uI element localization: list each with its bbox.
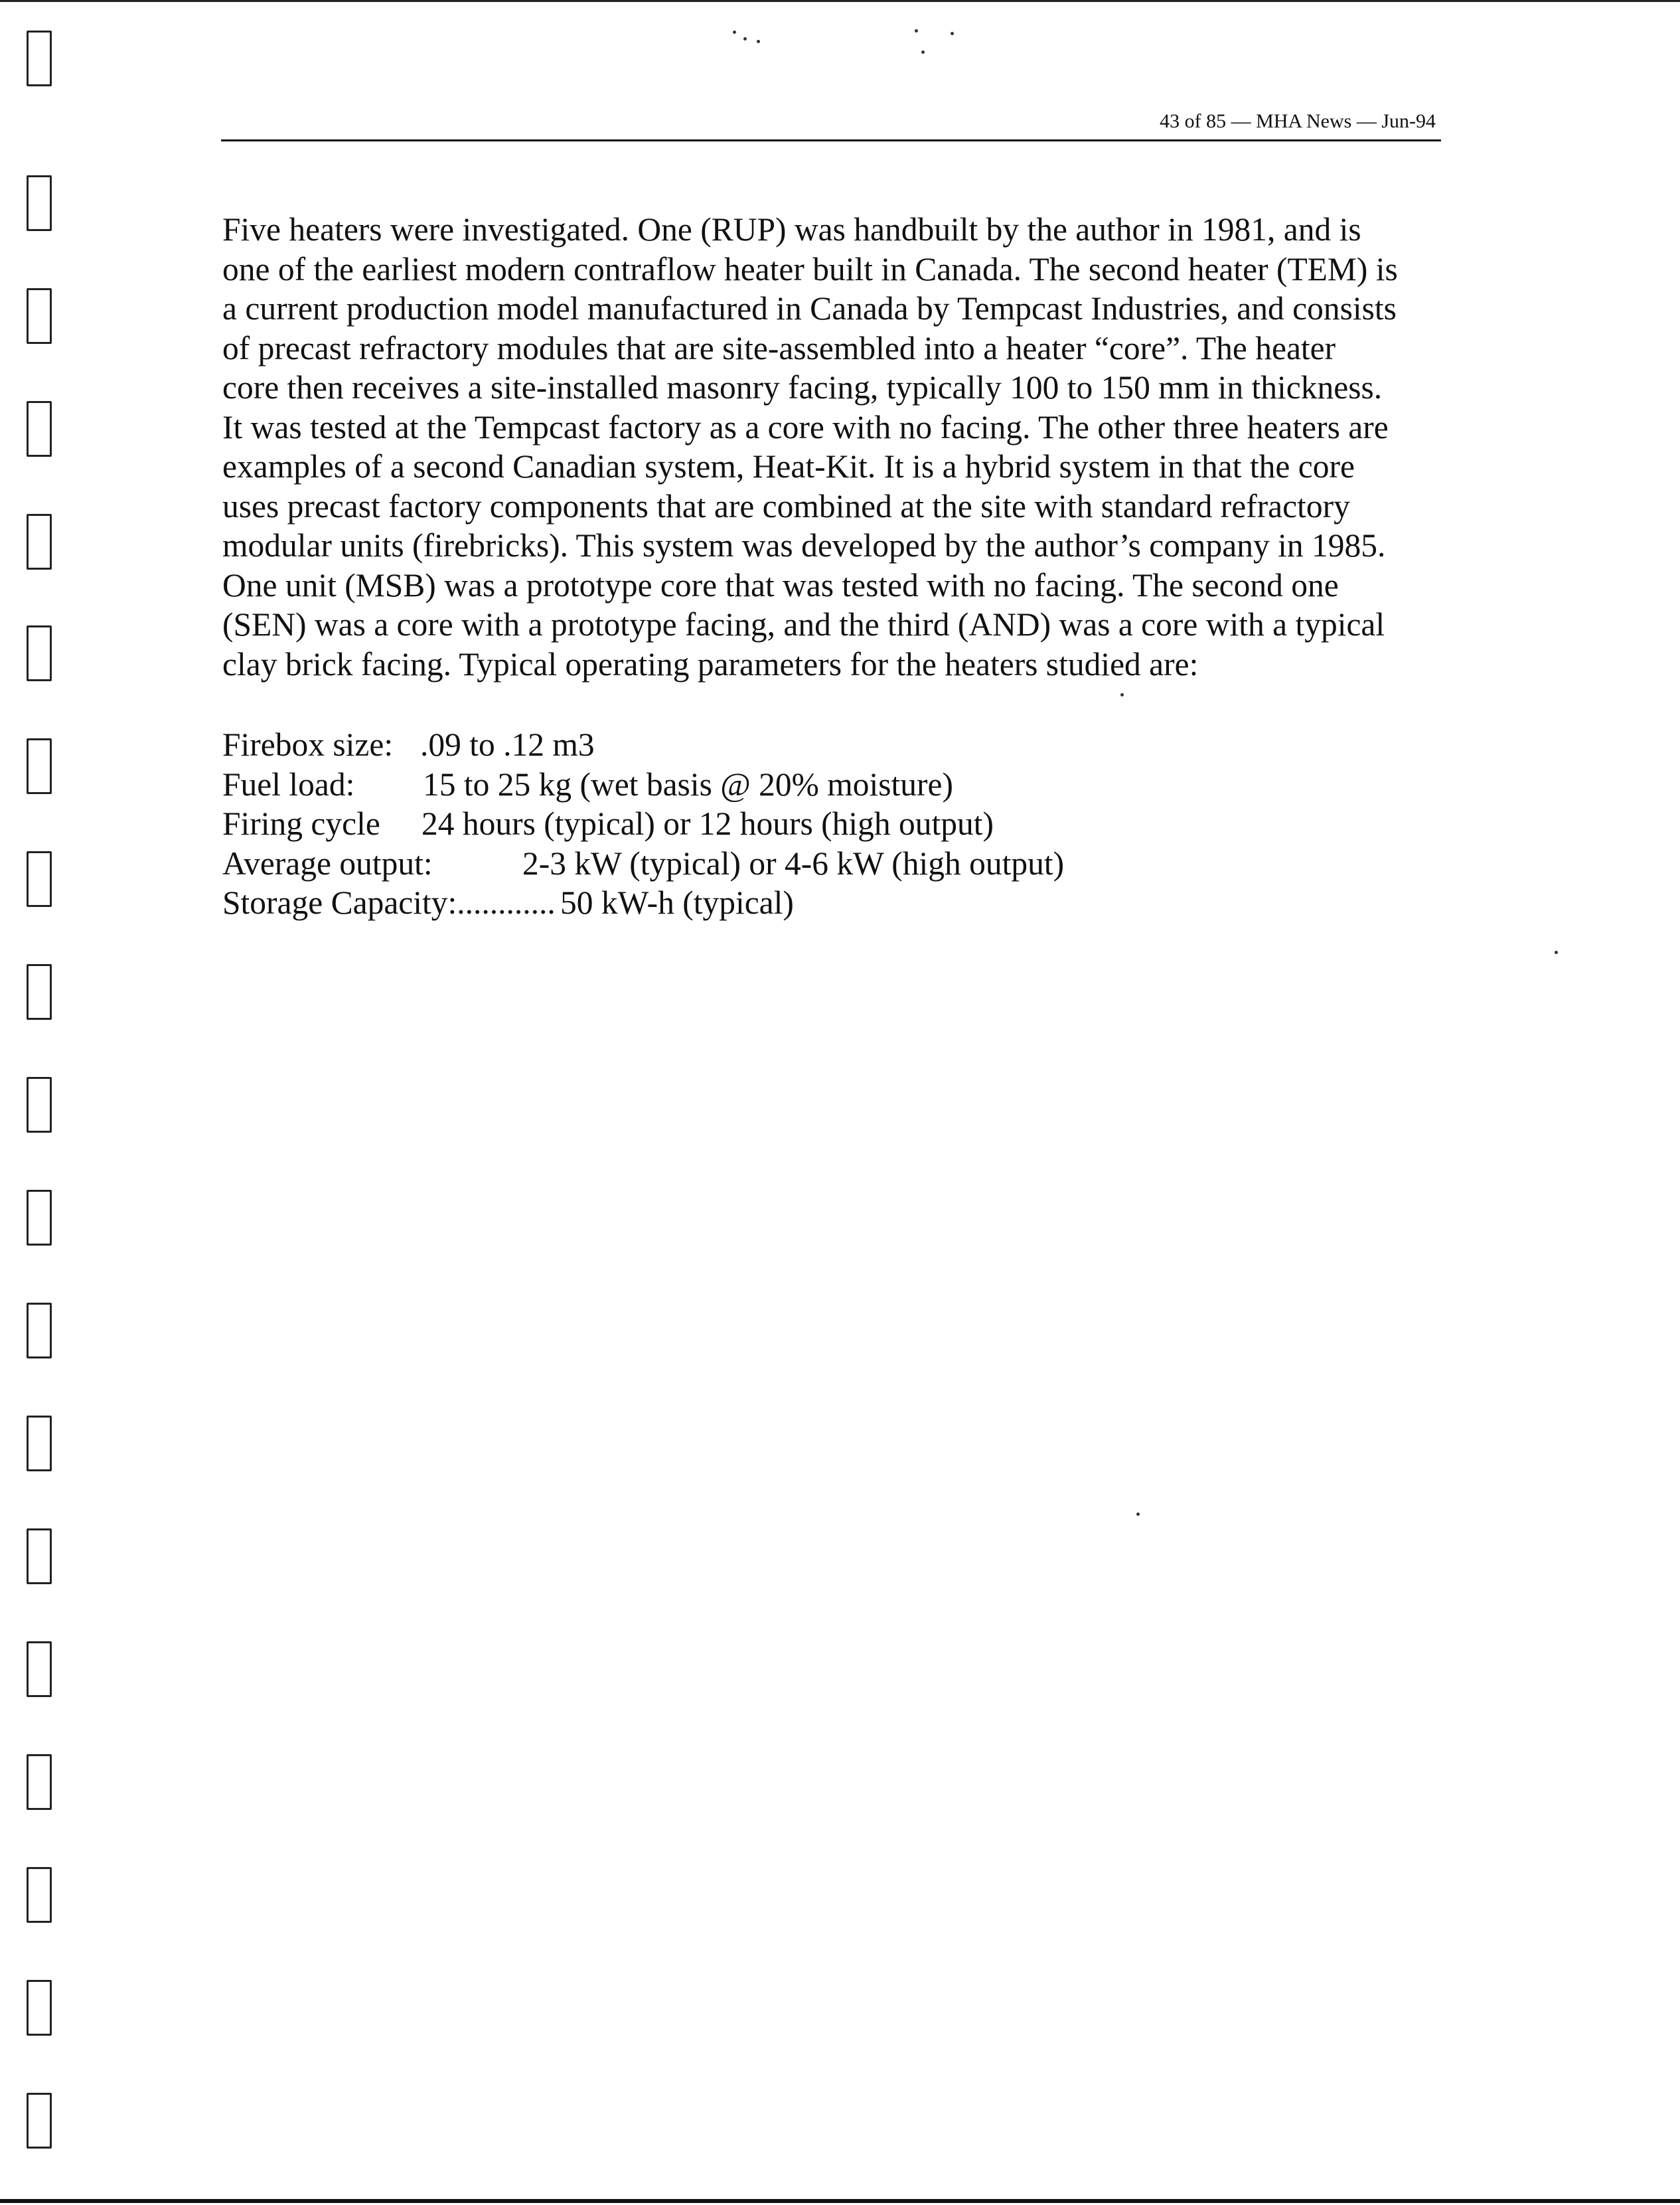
binder-hole (27, 1754, 52, 1810)
binder-hole (27, 288, 52, 344)
binder-hole (27, 175, 52, 231)
running-header (221, 106, 1441, 141)
binder-hole (27, 738, 52, 794)
running-head-text: 43 of 85 — MHA News — Jun-94 (1160, 110, 1436, 132)
body-line: clay brick facing. Typical operating parameters for the heaters studied are: (222, 645, 1199, 683)
scan-speck (951, 32, 954, 35)
body-line: uses precast factory components that are combined at the site with standard refractory (222, 487, 1350, 525)
body-line: core then receives a site-installed masonry facing, typically 100 to 150 mm in thickness. (222, 369, 1383, 406)
binder-hole (27, 851, 52, 907)
scan-speck (921, 50, 925, 54)
param-label: Firebox size: (222, 726, 394, 763)
binder-hole (27, 1077, 52, 1133)
binder-hole (27, 1980, 52, 2036)
binder-hole (27, 31, 52, 86)
body-line: a current production model manufactured in Canada by Tempcast Industries, and consists (222, 290, 1397, 327)
param-label: Storage Capacity:............ (222, 884, 556, 921)
body-line: (SEN) was a core with a prototype facing, and the third (AND) was a core with a typical (222, 606, 1385, 643)
param-label: Fuel load: (222, 766, 355, 803)
scan-speck (1136, 1512, 1140, 1516)
scan-speck (757, 40, 760, 43)
body-line: of precast refractory modules that are site-assembled into a heater “core”. The heater (222, 329, 1336, 367)
binder-hole (27, 625, 52, 681)
binder-hole (27, 514, 52, 570)
binder-hole (27, 1416, 52, 1471)
param-value: .09 to .12 m3 (420, 726, 595, 763)
binder-hole (27, 1528, 52, 1584)
bottom-page-edge (0, 2199, 1680, 2203)
body-line: one of the earliest modern contraflow heater built in Canada. The second heater (TEM) is (222, 250, 1398, 287)
body-line: Five heaters were investigated. One (RUP) was handbuilt by the author in 1981, and is (222, 211, 1361, 248)
param-value: 24 hours (typical) or 12 hours (high output) (421, 805, 994, 842)
body-line: It was tested at the Tempcast factory as a core with no facing. The other three heaters are (222, 408, 1389, 446)
binder-hole (27, 1867, 52, 1923)
param-label: Average output: (222, 845, 433, 882)
scan-speck (1120, 693, 1124, 696)
scan-speck (743, 37, 747, 41)
binder-hole (27, 964, 52, 1020)
binder-hole (27, 1190, 52, 1246)
body-line: One unit (MSB) was a prototype core that was tested with no facing. The second one (222, 566, 1339, 604)
scan-speck (733, 31, 736, 34)
binder-hole (27, 401, 52, 457)
body-line: modular units (firebricks). This system was developed by the author’s company in 1985. (222, 527, 1386, 564)
param-label: Firing cycle (222, 805, 380, 842)
binder-hole (27, 1641, 52, 1697)
top-page-edge (0, 0, 1680, 2)
scan-speck (915, 29, 918, 33)
binder-hole (27, 1303, 52, 1358)
scan-speck (1555, 951, 1558, 954)
binder-hole (27, 2093, 52, 2149)
param-value: 50 kW-h (typical) (560, 884, 794, 921)
body-line: examples of a second Canadian system, Heat-Kit. It is a hybrid system in that the core (222, 448, 1355, 485)
body-paragraph (222, 210, 1450, 684)
param-value: 2-3 kW (typical) or 4-6 kW (high output) (522, 845, 1065, 882)
param-value: 15 to 25 kg (wet basis @ 20% moisture) (423, 766, 953, 803)
